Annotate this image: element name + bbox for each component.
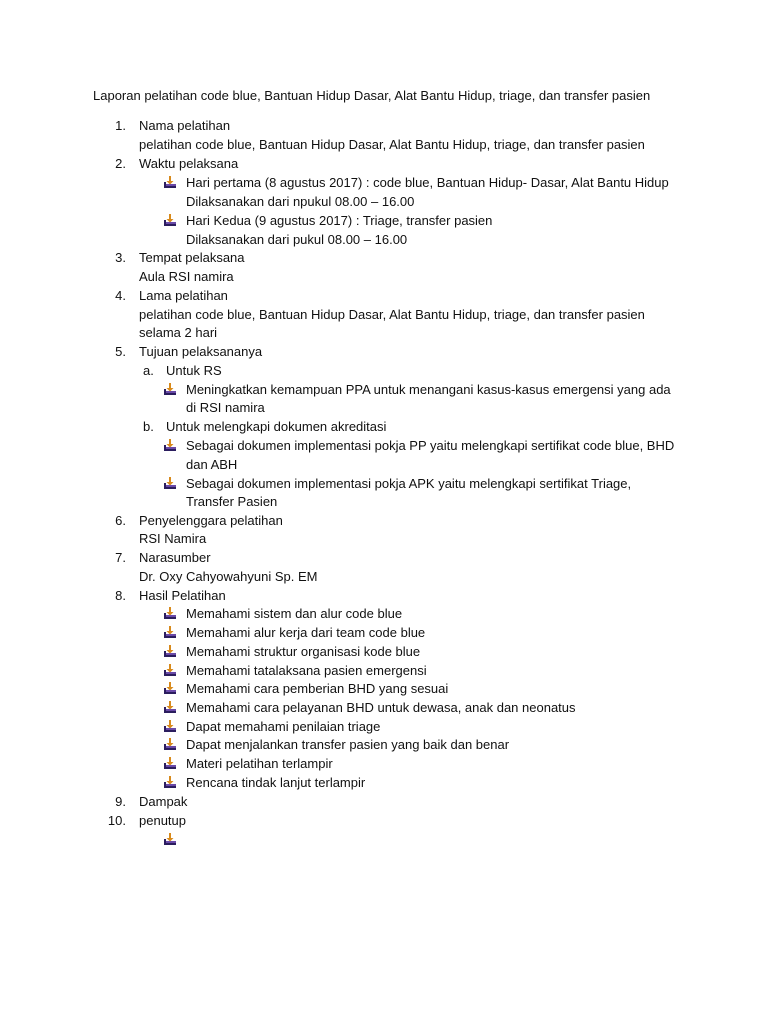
bullet-text-continued: Dilaksanakan dari npukul 08.00 – 16.00 <box>186 194 415 209</box>
bullet-text: Materi pelatihan terlampir <box>186 756 333 771</box>
item-heading-waktu-pelaksana: Waktu pelaksana <box>139 156 239 171</box>
item-number: 5. <box>115 344 126 359</box>
item-heading-penutup: penutup <box>139 813 186 828</box>
item-detail: pelatihan code blue, Bantuan Hidup Dasar, Alat Bantu Hidup, triage, dan transfer pasien <box>139 137 645 152</box>
bullet-icon <box>163 756 177 770</box>
bullet-text-continued: dan ABH <box>186 457 238 472</box>
item-number: 6. <box>115 513 126 528</box>
bullet-text: Memahami tatalaksana pasien emergensi <box>186 663 427 678</box>
item-detail: pelatihan code blue, Bantuan Hidup Dasar, Alat Bantu Hidup, triage, dan transfer pasien <box>139 307 645 322</box>
bullet-icon <box>163 700 177 714</box>
bullet-icon <box>163 438 177 452</box>
bullet-text: Memahami cara pelayanan BHD untuk dewasa, anak dan neonatus <box>186 700 576 715</box>
item-heading-nama-pelatihan: Nama pelatihan <box>139 118 231 133</box>
bullet-icon <box>163 382 177 396</box>
item-number: 9. <box>115 794 126 809</box>
item-detail: Dr. Oxy Cahyowahyuni Sp. EM <box>139 569 318 584</box>
bullet-text: Rencana tindak lanjut terlampir <box>186 775 366 790</box>
bullet-text: Hari Kedua (9 agustus 2017) : Triage, transfer pasien <box>186 213 493 228</box>
bullet-icon <box>163 175 177 189</box>
sub-item-label: Untuk RS <box>166 363 222 378</box>
sub-item-letter: a. <box>143 363 154 378</box>
bullet-text-continued: di RSI namira <box>186 400 265 415</box>
item-heading-narasumber: Narasumber <box>139 550 211 565</box>
bullet-text: Meningkatkan kemampuan PPA untuk menangani kasus-kasus emergensi yang ada <box>186 382 671 397</box>
bullet-icon <box>163 737 177 751</box>
document-title: Laporan pelatihan code blue, Bantuan Hidup Dasar, Alat Bantu Hidup, triage, dan transfer pasien <box>93 88 651 103</box>
bullet-text: Memahami struktur organisasi kode blue <box>186 644 421 659</box>
item-number: 1. <box>115 118 126 133</box>
bullet-icon <box>163 719 177 733</box>
item-number: 8. <box>115 588 126 603</box>
bullet-icon <box>163 606 177 620</box>
item-number: 2. <box>115 156 126 171</box>
item-number: 3. <box>115 250 126 265</box>
item-heading-tempat-pelaksana: Tempat pelaksana <box>139 250 245 265</box>
bullet-icon <box>163 625 177 639</box>
item-number: 7. <box>115 550 126 565</box>
bullet-icon <box>163 213 177 227</box>
item-heading-hasil-pelatihan: Hasil Pelatihan <box>139 588 226 603</box>
bullet-text-continued: Dilaksanakan dari pukul 08.00 – 16.00 <box>186 232 408 247</box>
sub-item-label: Untuk melengkapi dokumen akreditasi <box>166 419 387 434</box>
bullet-icon <box>163 681 177 695</box>
item-detail: selama 2 hari <box>139 325 218 340</box>
bullet-icon <box>163 644 177 658</box>
item-number: 4. <box>115 288 126 303</box>
item-detail: Aula RSI namira <box>139 269 234 284</box>
item-detail: RSI Namira <box>139 531 207 546</box>
item-heading-dampak: Dampak <box>139 794 188 809</box>
bullet-text: Memahami cara pemberian BHD yang sesuai <box>186 681 449 696</box>
bullet-text: Memahami alur kerja dari team code blue <box>186 625 426 640</box>
bullet-text: Dapat memahami penilaian triage <box>186 719 381 734</box>
bullet-icon <box>163 775 177 789</box>
item-heading-lama-pelatihan: Lama pelatihan <box>139 288 228 303</box>
bullet-text: Dapat menjalankan transfer pasien yang baik dan benar <box>186 737 510 752</box>
item-heading-tujuan-pelaksananya: Tujuan pelaksananya <box>139 344 263 359</box>
bullet-icon <box>163 832 177 846</box>
bullet-icon <box>163 663 177 677</box>
item-heading-penyelenggara: Penyelenggara pelatihan <box>139 513 283 528</box>
item-number: 10. <box>107 813 126 828</box>
bullet-text: Sebagai dokumen implementasi pokja APK yaitu melengkapi sertifikat Triage, <box>186 476 632 491</box>
bullet-text: Sebagai dokumen implementasi pokja PP yaitu melengkapi sertifikat code blue, BHD <box>186 438 675 453</box>
bullet-icon <box>163 476 177 490</box>
bullet-text-continued: Transfer Pasien <box>186 494 278 509</box>
bullet-text: Hari pertama (8 agustus 2017) : code blue, Bantuan Hidup- Dasar, Alat Bantu Hidup <box>186 175 669 190</box>
bullet-text: Memahami sistem dan alur code blue <box>186 606 403 621</box>
sub-item-letter: b. <box>143 419 154 434</box>
